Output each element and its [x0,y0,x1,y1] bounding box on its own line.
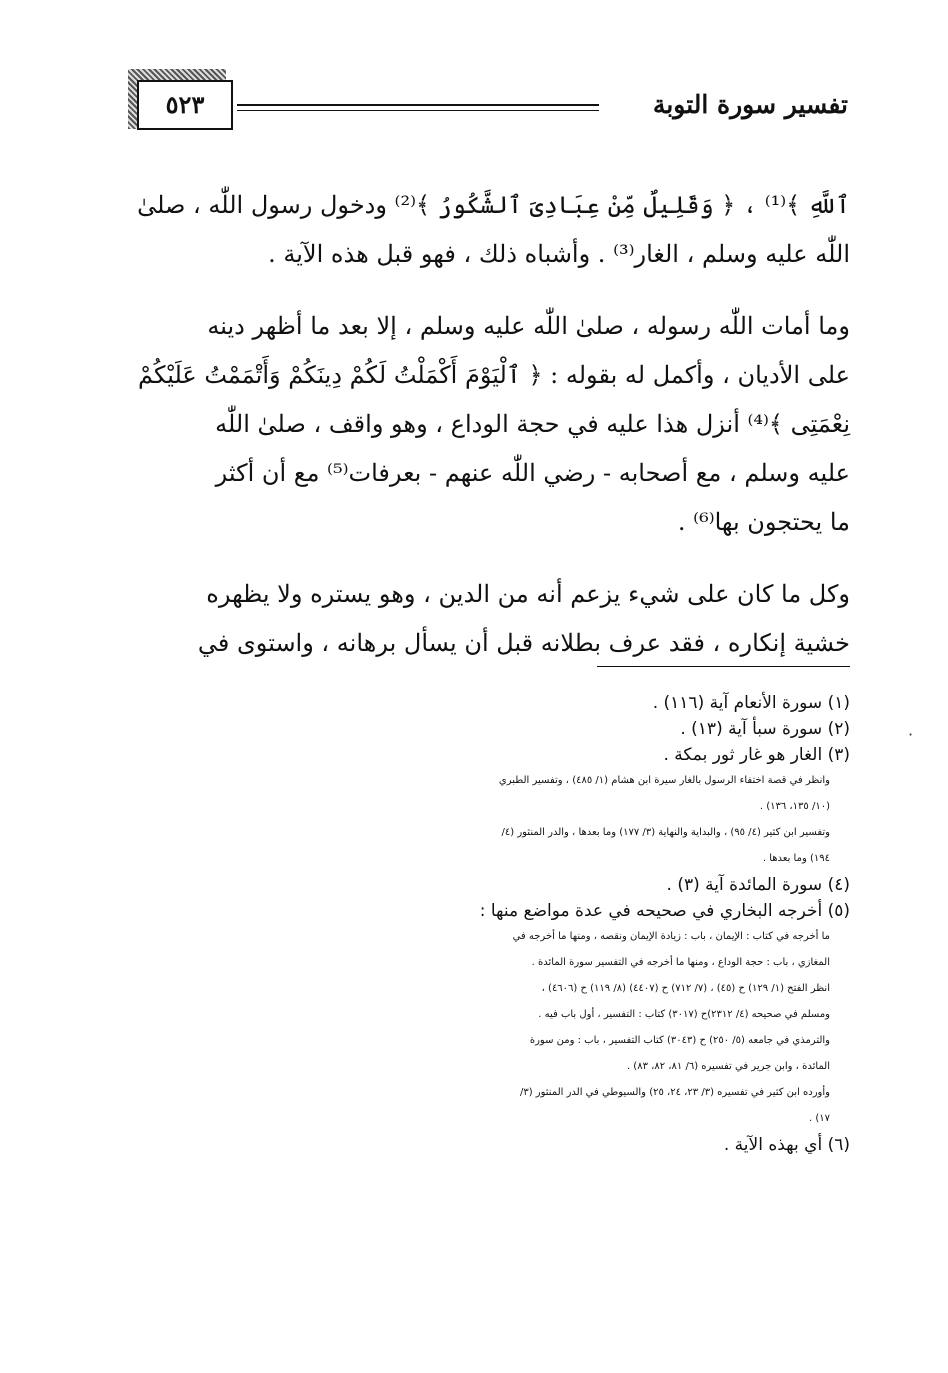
footnotes [110,690,850,1158]
footnote-line: وتفسير ابن كثير (٤/ ٩٥) ، والبداية والنهاية (٣/ ١٧٧) وما بعدها ، والدر المنثور (٤/ [501,827,830,838]
paragraph-2 [110,302,850,547]
text-line: اللّٰه عليه وسلم ، الغار⁽³⁾ . وأشباه ذلك ، فهو قبل هذه الآية . [268,240,850,268]
paragraph-3 [110,570,850,668]
text-line: خشية إنكاره ، فقد عرف بطلانه قبل أن يسأل برهانه ، واستوى في [197,629,850,657]
footnote-line: (٢) سورة سبأ آية (١٣) . [680,719,850,739]
footnote-line: (٣) الغار هو غار ثور بمكة . [663,745,850,765]
footnote-line: ١٩٤) وما بعدها . [762,853,830,864]
footnote-line: (٥) أخرجه البخاري في صحيحه في عدة مواضع منها : [479,901,850,921]
footnote-line: وانظر في قصة اختفاء الرسول بالغار سيرة ابن هشام (١/ ٤٨٥) ، وتفسير الطبري [498,775,830,786]
footnote-line: وأورده ابن كثير في تفسيره (٣/ ٢٣، ٢٤، ٢٥) والسيوطي في الدر المنثور (٣/ [519,1087,830,1098]
margin-mark: · [908,725,914,744]
paragraph-1 [110,181,850,279]
footnote-line: (١٠/ ١٣٥، ١٣٦) . [759,801,830,812]
running-title: تفسير سورة التوبة [652,90,848,119]
text-line: وما أمات اللّٰه رسوله ، صلىٰ اللّٰه عليه وسلم ، إلا بعد ما أظهر دينه [207,312,850,340]
footnote-line: (٤) سورة المائدة آية (٣) . [666,875,850,895]
footnote-line: (٦) أي بهذه الآية . [723,1135,850,1155]
footnote-line: المائدة ، وابن جرير في تفسيره (٦/ ٨١، ٨٢، ٨٣) . [626,1061,830,1072]
footnote-line: ما أخرجه في كتاب : الإيمان ، باب : زيادة الإيمان ونقصه ، ومنها ما أخرجه في [512,931,830,942]
text-line: وكل ما كان على شيء يزعم أنه من الدين ، وهو يستره ولا يظهره [206,580,850,608]
text-line: على الأديان ، وأكمل له بقوله : ﴿ ٱلْيَوْمَ أَكْمَلْتُ لَكُمْ دِينَكُمْ وَأَتْمَمْتُ عَلَيْكُمْ [137,361,850,389]
text-line: ٱللَّهِ ﴾⁽¹⁾ ، ﴿ وَقَلِيلٌ مِّنْ عِبَادِىَ ٱلشَّكُورُ ﴾⁽²⁾ ودخول رسول اللّٰه ، صلىٰ [137,191,850,219]
page-number: ٥٢٣ [137,80,233,130]
footnote-line: والترمذي في جامعه (٥/ ٢٥٠) ح (٣٠٤٣) كتاب التفسير ، باب : ومن سورة [529,1035,830,1046]
footnote-line: المغازي ، باب : حجة الوداع ، ومنها ما أخرجه في التفسير سورة المائدة . [531,957,830,968]
footnote-separator [597,666,850,667]
header-rule [237,104,599,106]
text-line: نِعْمَتِى ﴾⁽⁴⁾ أنزل هذا عليه في حجة الوداع ، وهو واقف ، صلىٰ اللّٰه [215,410,850,438]
footnote-line: انظر الفتح (١/ ١٢٩) ح (٤٥) ، (٧/ ٧١٢) ح (٤٤٠٧) (٨/ ١١٩) ح (٤٦٠٦) ، [541,983,830,994]
text-line: ما يحتجون بها⁽⁶⁾ . [677,508,850,536]
text-line: عليه وسلم ، مع أصحابه - رضي اللّٰه عنهم - بعرفات⁽⁵⁾ مع أن أكثر [215,459,850,487]
footnote-line: ١٧) . [808,1113,830,1124]
footnote-line: ومسلم في صحيحه (٤/ ٢٣١٢)ح (٣٠١٧) كتاب : التفسير ، أول باب فيه . [538,1009,830,1020]
footnote-line: (١) سورة الأنعام آية (١١٦) . [652,693,850,713]
header-rule-thin [237,110,599,111]
